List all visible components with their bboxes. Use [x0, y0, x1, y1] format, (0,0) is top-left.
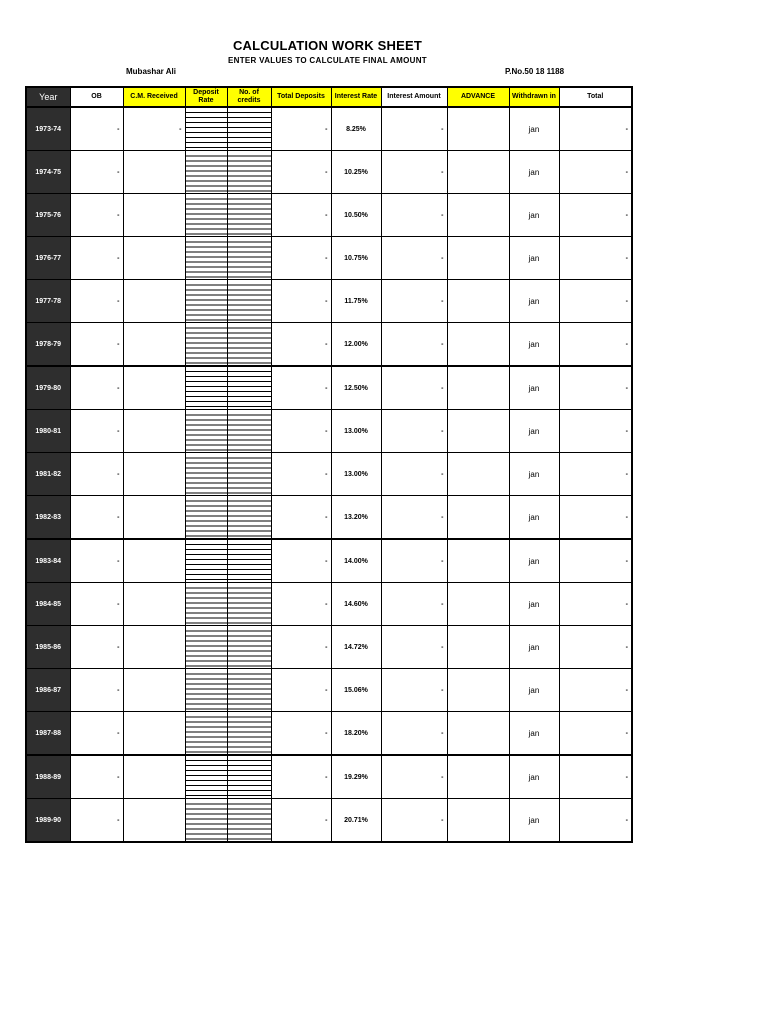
personal-number: P.No.50 18 1188: [505, 67, 565, 76]
interest-rate-cell: 14.72%: [331, 626, 381, 669]
interest-rate-cell: 13.00%: [331, 453, 381, 496]
ob-cell[interactable]: -: [70, 626, 123, 669]
interest-amount-cell: -: [381, 712, 447, 756]
year-cell: 1978-79: [26, 323, 70, 367]
year-cell: 1981-82: [26, 453, 70, 496]
interest-rate-cell: 20.71%: [331, 799, 381, 843]
sheet-title: CALCULATION WORK SHEET: [232, 38, 423, 53]
total-cell: -: [559, 755, 632, 799]
year-cell: 1985-86: [26, 626, 70, 669]
deposit-rate-cell[interactable]: [185, 712, 227, 756]
ob-cell[interactable]: -: [70, 410, 123, 453]
no-of-credits-cell[interactable]: [227, 366, 271, 410]
year-cell: 1976-77: [26, 237, 70, 280]
interest-amount-cell: -: [381, 237, 447, 280]
total-cell: -: [559, 496, 632, 540]
no-of-credits-cell[interactable]: [227, 799, 271, 843]
withdrawn-in-cell[interactable]: jan: [509, 669, 559, 712]
withdrawn-in-cell[interactable]: jan: [509, 151, 559, 194]
ob-cell[interactable]: -: [70, 366, 123, 410]
total-cell: -: [559, 669, 632, 712]
deposit-rate-cell[interactable]: [185, 539, 227, 583]
advance-cell[interactable]: [447, 712, 509, 756]
deposit-rate-cell[interactable]: [185, 799, 227, 843]
advance-cell[interactable]: [447, 410, 509, 453]
ob-cell[interactable]: -: [70, 194, 123, 237]
ob-cell[interactable]: -: [70, 280, 123, 323]
table-row: [26, 323, 632, 367]
interest-amount-cell: -: [381, 151, 447, 194]
withdrawn-in-cell[interactable]: jan: [509, 410, 559, 453]
table-row: [26, 194, 632, 237]
advance-cell[interactable]: [447, 151, 509, 194]
no-of-credits-cell[interactable]: [227, 280, 271, 323]
interest-amount-cell: -: [381, 799, 447, 843]
col-total: Total: [559, 87, 632, 107]
deposit-rate-cell[interactable]: [185, 496, 227, 540]
total-deposits-cell: -: [271, 583, 331, 626]
total-deposits-cell: -: [271, 669, 331, 712]
no-of-credits-cell[interactable]: [227, 107, 271, 151]
table-row: [26, 280, 632, 323]
interest-rate-cell: 10.25%: [331, 151, 381, 194]
withdrawn-in-cell[interactable]: jan: [509, 366, 559, 410]
interest-amount-cell: -: [381, 194, 447, 237]
advance-cell[interactable]: [447, 626, 509, 669]
total-cell: -: [559, 539, 632, 583]
table-row: [26, 799, 632, 843]
advance-cell[interactable]: [447, 237, 509, 280]
cm-received-cell[interactable]: [123, 366, 185, 410]
year-cell: 1974-75: [26, 151, 70, 194]
no-of-credits-cell[interactable]: [227, 410, 271, 453]
total-deposits-cell: -: [271, 626, 331, 669]
cm-received-cell[interactable]: [123, 583, 185, 626]
total-cell: -: [559, 626, 632, 669]
no-of-credits-cell[interactable]: [227, 669, 271, 712]
advance-cell[interactable]: [447, 583, 509, 626]
year-cell: 1986-87: [26, 669, 70, 712]
deposit-rate-cell[interactable]: [185, 366, 227, 410]
interest-rate-cell: 8.25%: [331, 107, 381, 151]
account-holder-name: Mubashar Ali: [126, 67, 176, 76]
year-cell: 1975-76: [26, 194, 70, 237]
deposit-rate-cell[interactable]: [185, 280, 227, 323]
total-deposits-cell: -: [271, 323, 331, 367]
advance-cell[interactable]: [447, 280, 509, 323]
interest-rate-cell: 10.75%: [331, 237, 381, 280]
withdrawn-in-cell[interactable]: jan: [509, 799, 559, 843]
interest-amount-cell: -: [381, 323, 447, 367]
withdrawn-in-cell[interactable]: jan: [509, 280, 559, 323]
total-deposits-cell: -: [271, 151, 331, 194]
interest-rate-cell: 14.60%: [331, 583, 381, 626]
table-row: [26, 626, 632, 669]
total-deposits-cell: -: [271, 539, 331, 583]
cm-received-cell[interactable]: [123, 237, 185, 280]
table-row: [26, 107, 632, 151]
year-cell: 1973-74: [26, 107, 70, 151]
withdrawn-in-cell[interactable]: jan: [509, 237, 559, 280]
col-year: Year: [26, 87, 70, 107]
withdrawn-in-cell[interactable]: jan: [509, 712, 559, 756]
interest-rate-cell: 10.50%: [331, 194, 381, 237]
total-deposits-cell: -: [271, 712, 331, 756]
cm-received-cell[interactable]: [123, 539, 185, 583]
ob-cell[interactable]: -: [70, 237, 123, 280]
advance-cell[interactable]: [447, 799, 509, 843]
interest-rate-cell: 19.29%: [331, 755, 381, 799]
total-deposits-cell: -: [271, 755, 331, 799]
interest-rate-cell: 11.75%: [331, 280, 381, 323]
total-cell: -: [559, 151, 632, 194]
total-deposits-cell: -: [271, 107, 331, 151]
withdrawn-in-cell[interactable]: jan: [509, 194, 559, 237]
deposit-rate-cell[interactable]: [185, 583, 227, 626]
calculation-table: [25, 86, 633, 843]
no-of-credits-cell[interactable]: [227, 712, 271, 756]
withdrawn-in-cell[interactable]: jan: [509, 453, 559, 496]
withdrawn-in-cell[interactable]: jan: [509, 539, 559, 583]
table-row: [26, 539, 632, 583]
year-cell: 1982-83: [26, 496, 70, 540]
table-row: [26, 410, 632, 453]
advance-cell[interactable]: [447, 323, 509, 367]
withdrawn-in-cell[interactable]: jan: [509, 323, 559, 367]
no-of-credits-cell[interactable]: [227, 323, 271, 367]
year-cell: 1980-81: [26, 410, 70, 453]
total-cell: -: [559, 583, 632, 626]
interest-amount-cell: -: [381, 107, 447, 151]
deposit-rate-cell[interactable]: [185, 107, 227, 151]
advance-cell[interactable]: [447, 366, 509, 410]
cm-received-cell[interactable]: [123, 799, 185, 843]
cm-received-cell[interactable]: [123, 323, 185, 367]
table-row: [26, 755, 632, 799]
cm-received-cell[interactable]: [123, 669, 185, 712]
ob-cell[interactable]: -: [70, 453, 123, 496]
cm-received-cell[interactable]: -: [123, 107, 185, 151]
total-deposits-cell: -: [271, 194, 331, 237]
year-cell: 1989-90: [26, 799, 70, 843]
interest-amount-cell: -: [381, 583, 447, 626]
ob-cell[interactable]: -: [70, 755, 123, 799]
col-interest-rate: Interest Rate: [331, 87, 381, 107]
total-deposits-cell: -: [271, 366, 331, 410]
col-no-of-credits: No. of credits: [227, 87, 271, 107]
interest-amount-cell: -: [381, 453, 447, 496]
total-cell: -: [559, 194, 632, 237]
no-of-credits-cell[interactable]: [227, 539, 271, 583]
interest-rate-cell: 12.50%: [331, 366, 381, 410]
no-of-credits-cell[interactable]: [227, 755, 271, 799]
deposit-rate-cell[interactable]: [185, 669, 227, 712]
col-interest-amount: Interest Amount: [381, 87, 447, 107]
year-cell: 1977-78: [26, 280, 70, 323]
table-row: [26, 151, 632, 194]
deposit-rate-cell[interactable]: [185, 323, 227, 367]
year-cell: 1979-80: [26, 366, 70, 410]
withdrawn-in-cell[interactable]: jan: [509, 496, 559, 540]
interest-amount-cell: -: [381, 755, 447, 799]
ob-cell[interactable]: -: [70, 323, 123, 367]
total-cell: -: [559, 410, 632, 453]
ob-cell[interactable]: -: [70, 107, 123, 151]
total-cell: -: [559, 107, 632, 151]
no-of-credits-cell[interactable]: [227, 453, 271, 496]
cm-received-cell[interactable]: [123, 626, 185, 669]
total-deposits-cell: -: [271, 496, 331, 540]
total-deposits-cell: -: [271, 280, 331, 323]
ob-cell[interactable]: -: [70, 496, 123, 540]
header-row: [26, 87, 632, 107]
ob-cell[interactable]: -: [70, 151, 123, 194]
col-withdrawn-in: Withdrawn in: [509, 87, 559, 107]
advance-cell[interactable]: [447, 453, 509, 496]
interest-amount-cell: -: [381, 539, 447, 583]
no-of-credits-cell[interactable]: [227, 626, 271, 669]
table-row: [26, 712, 632, 756]
table-row: [26, 237, 632, 280]
no-of-credits-cell[interactable]: [227, 194, 271, 237]
withdrawn-in-cell[interactable]: jan: [509, 583, 559, 626]
table-row: [26, 669, 632, 712]
ob-cell[interactable]: -: [70, 539, 123, 583]
total-deposits-cell: -: [271, 237, 331, 280]
table-row: [26, 366, 632, 410]
col-total-deposits: Total Deposits: [271, 87, 331, 107]
col-cm-received: C.M. Received: [123, 87, 185, 107]
interest-amount-cell: -: [381, 280, 447, 323]
cm-received-cell[interactable]: [123, 280, 185, 323]
cm-received-cell[interactable]: [123, 496, 185, 540]
interest-amount-cell: -: [381, 626, 447, 669]
total-cell: -: [559, 712, 632, 756]
sheet-subtitle: ENTER VALUES TO CALCULATE FINAL AMOUNT: [228, 56, 427, 65]
table-row: [26, 453, 632, 496]
no-of-credits-cell[interactable]: [227, 237, 271, 280]
interest-rate-cell: 13.20%: [331, 496, 381, 540]
ob-cell[interactable]: -: [70, 669, 123, 712]
interest-rate-cell: 12.00%: [331, 323, 381, 367]
cm-received-cell[interactable]: [123, 712, 185, 756]
interest-amount-cell: -: [381, 410, 447, 453]
cm-received-cell[interactable]: [123, 151, 185, 194]
ob-cell[interactable]: -: [70, 799, 123, 843]
advance-cell[interactable]: [447, 539, 509, 583]
advance-cell[interactable]: [447, 194, 509, 237]
interest-amount-cell: -: [381, 669, 447, 712]
col-deposit-rate: Deposit Rate: [185, 87, 227, 107]
interest-rate-cell: 14.00%: [331, 539, 381, 583]
year-cell: 1983-84: [26, 539, 70, 583]
total-cell: -: [559, 453, 632, 496]
table-row: [26, 496, 632, 540]
interest-rate-cell: 18.20%: [331, 712, 381, 756]
interest-amount-cell: -: [381, 366, 447, 410]
no-of-credits-cell[interactable]: [227, 583, 271, 626]
total-deposits-cell: -: [271, 453, 331, 496]
deposit-rate-cell[interactable]: [185, 410, 227, 453]
no-of-credits-cell[interactable]: [227, 496, 271, 540]
advance-cell[interactable]: [447, 496, 509, 540]
col-advance: ADVANCE: [447, 87, 509, 107]
year-cell: 1988-89: [26, 755, 70, 799]
total-cell: -: [559, 366, 632, 410]
total-deposits-cell: -: [271, 410, 331, 453]
interest-rate-cell: 15.06%: [331, 669, 381, 712]
advance-cell[interactable]: [447, 669, 509, 712]
withdrawn-in-cell[interactable]: jan: [509, 107, 559, 151]
no-of-credits-cell[interactable]: [227, 151, 271, 194]
col-ob: OB: [70, 87, 123, 107]
cm-received-cell[interactable]: [123, 755, 185, 799]
total-cell: -: [559, 237, 632, 280]
deposit-rate-cell[interactable]: [185, 453, 227, 496]
advance-cell[interactable]: [447, 755, 509, 799]
cm-received-cell[interactable]: [123, 410, 185, 453]
year-cell: 1987-88: [26, 712, 70, 756]
withdrawn-in-cell[interactable]: jan: [509, 755, 559, 799]
deposit-rate-cell[interactable]: [185, 626, 227, 669]
total-cell: -: [559, 323, 632, 367]
ob-cell[interactable]: -: [70, 712, 123, 756]
year-cell: 1984-85: [26, 583, 70, 626]
deposit-rate-cell[interactable]: [185, 755, 227, 799]
total-deposits-cell: -: [271, 799, 331, 843]
cm-received-cell[interactable]: [123, 453, 185, 496]
interest-rate-cell: 13.00%: [331, 410, 381, 453]
table-row: [26, 583, 632, 626]
advance-cell[interactable]: [447, 107, 509, 151]
deposit-rate-cell[interactable]: [185, 194, 227, 237]
total-cell: -: [559, 799, 632, 843]
total-cell: -: [559, 280, 632, 323]
withdrawn-in-cell[interactable]: jan: [509, 626, 559, 669]
deposit-rate-cell[interactable]: [185, 237, 227, 280]
interest-amount-cell: -: [381, 496, 447, 540]
cm-received-cell[interactable]: [123, 194, 185, 237]
deposit-rate-cell[interactable]: [185, 151, 227, 194]
ob-cell[interactable]: -: [70, 583, 123, 626]
